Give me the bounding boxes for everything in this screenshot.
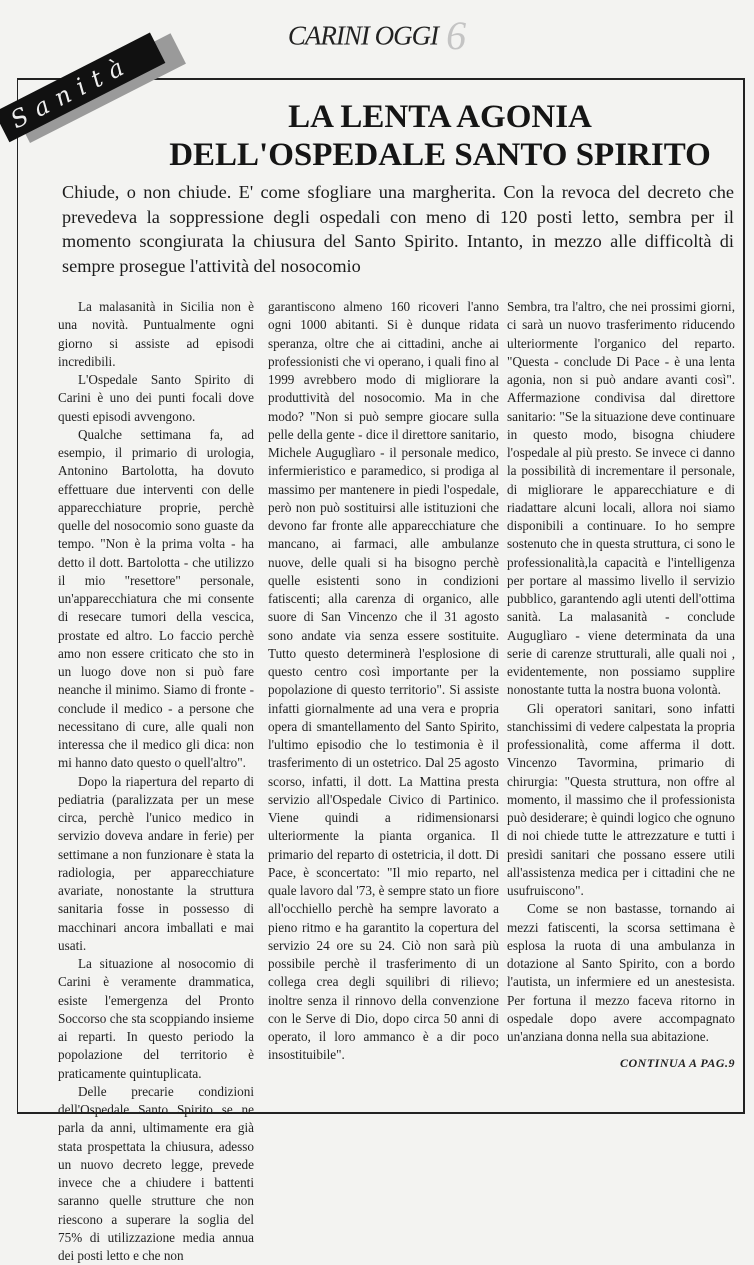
publication-name: CARINI OGGI	[287, 20, 439, 51]
headline	[150, 98, 730, 174]
page-number: 6	[446, 13, 467, 58]
paragraph: Delle precarie condizioni dell'Ospedale Santo Spirito se ne parla da anni, ultimamente era già stata prospettata la chiusura, adesso un nuovo decreto legge, prevede invece che a chiudere i battenti saranno quelle strutture che non riescono a superare la soglia del 75% di utilizzazione media annua dei posti letto e che non	[58, 1083, 254, 1263]
paragraph: Dopo la riapertura del reparto di pediatria (paralizzata per un mese circa, perchè l'unico medico in servizio doveva andare in ferie) per settimane a non funzionare è stata la radiologia, per apparecchiature avariate, nonostante la struttura sanitaria fosse in possesso di macchinari ancora imballati e mai usati.	[58, 773, 254, 953]
headline-line-1: LA LENTA AGONIA	[288, 99, 592, 135]
paragraph: Sembra, tra l'altro, che nei prossimi giorni, ci sarà un nuovo trasferimento riducendo ulteriormente l'organico del reparto. "Questa - conclude Di Pace - è una lenta agonia, non si può andare avanti così". Affermazione condivisa dal direttore sanitario: "Se la situazione deve continuare in questo modo, bisogna chiudere l'ospedale al più presto. Se invece ci danno la possibilità di incrementare il personale, di migliorare le apparecchiature e di riadattare alcuni locali, allora noi siamo disponibili a continuare. Io ho sempre sostenuto che in questa struttura, ci sono le professionalità,la capacità e l'intelligenza per portare al massimo livello il servizio pubblico, garantendo agli utenti dell'ottima sanità. La malasanità - conclude Auguglìaro - viene determinata da una serie di carenze strutturali, alle quali noi , evidentemente, non possiamo supplire nonostante tutta la nostra buona volontà.	[507, 299, 735, 698]
paragraph: Gli operatori sanitari, sono infatti stanchissimi di vedere calpestata la propria professionalità, come afferma il dott. Vincenzo Tavormina, primario di chirurgia: "Questa struttura, non offre al momento, il massimo che il professionista può desiderare; è quindi logico che ognuno di noi chiede tutte le attrezzature e tutti i presìdi sanitari che possano essere utili all'assistenza medica per i cittadini che ne usufruiscono".	[507, 700, 735, 898]
paragraph: Qualche settimana fa, ad esempio, il primario di urologia, Antonino Bartolotta, ha dovuto effettuare due interventi con delle apparecchiature proprie, perchè quelle del nosocomio sono guaste da tempo. "Non è la prima volta - ha detto il dott. Bartolotta - che utilizzo il mio "resettore" personale, un'apparecchiatura che mi consente di resecare tumori della vescica, prostate ed altro. Lo faccio perchè amo non essere criticato che sto in un luogo dove non si può fare neanche il minimo. Siamo di fronte - conclude il medico - a persone che necessitano di cure, alle quali non interessa che il medico gli dica: non mi hanno dato questo o quell'altro".	[58, 426, 254, 771]
lead-paragraph: Chiude, o non chiude. E' come sfogliare una margherita. Con la revoca del decreto che prevedeva la soppressione degli ospedali con meno di 120 posti letto, sembra per il momento scongiurata la chiusura del Santo Spirito. Intanto, in mezzo alle difficoltà di sempre prosegue l'attività del nosocomio	[62, 182, 734, 276]
paragraph: Come se non bastasse, tornando ai mezzi fatiscenti, la scorsa settimana è esplosa la ruota di una ambulanza in dotazione al Santo Spirito, con a bordo l'autista, un infermiere ed un anestesista. Per fortuna il mezzo faceva ritorno in ospedale dopo avere accompagnato un'anziana donna nella sua abitazione.	[507, 901, 735, 1044]
paragraph: La situazione al nosocomio di Carini è veramente drammatica, esiste l'emergenza del Pronto Soccorso che sta scoppiando insieme ai reparti. In questo periodo la popolazione del territorio è praticamente quintuplicata.	[58, 956, 254, 1081]
paragraph: La malasanità in Sicilia non è una novità. Puntualmente ogni giorno si assiste ad episodi incredibili.	[58, 299, 254, 369]
section-label: Sanità	[0, 33, 165, 143]
continued-notice: CONTINUA A PAG.9	[619, 1056, 735, 1071]
headline-line-2: DELL'OSPEDALE SANTO SPIRITO	[169, 137, 711, 173]
paragraph: L'Ospedale Santo Spirito di Carini è uno dei punti focali dove questi episodi avvengono.	[58, 372, 254, 424]
paragraph: garantiscono almeno 160 ricoveri l'anno ogni 1000 abitanti. Si è dunque ridata speranza, oltre che ai cittadini, anche ai professionisti che vi operano, i quali fino al 1999 avrebbero modo di migliorare la produttività del nosocomio. Ma in che modo? "Non si può sempre giocare sulla pelle della gente - dice il direttore sanitario, Michele Auguglìaro - il personale medico, infermieristico e paramedico, si prodiga al massimo per mantenere in piedi l'ospedale, però non può sostituirsi alle istituzioni che devono far fronte alle apparecchiature che mancano, ai farmaci, alle ambulanze nuove, delle quali si ha bisogno perchè quelle esistenti sono in condizioni fatiscenti; alla carenza di organico, alle suore di San Vincenzo che il 31 agosto sono andate via senza essere sostituite. Tutto questo determinerà l'esplosione di questo centro così importante per la popolazione di questo territorio". Si assiste infatti giornalmente ad una vera e propria opera di smantellamento del Santo Spirito, l'ultimo episodio che lo testimonia è il trasferimento di un ostetrico. Dal 25 agosto scorso, infatti, il dott. La Mattina presta servizio all'Ospedale Civico di Partinico. Viene quindi a ridimensionarsi ulteriormente la pianta organica. Il primario del reparto di ostetricia, il dott. Di Pace, è sconcertato: "Il mio reparto, nel quale lavoro dal '73, è sempre stato un fiore all'occhiello perchè ha sempre lavorato a pieno ritmo e ha garantito la copertura del servizio 24 ore su 24. Ciò non sarà più possibile perchè il trasferimento di un collega crea degli squilibri di rilievo; inoltre senza il rinnovo della convenzione con le Serve di Dio, dopo circa 50 anni di operato, il loro ammanco è a dir poco insostituibile".	[268, 299, 499, 1063]
article-body	[58, 180, 735, 1265]
